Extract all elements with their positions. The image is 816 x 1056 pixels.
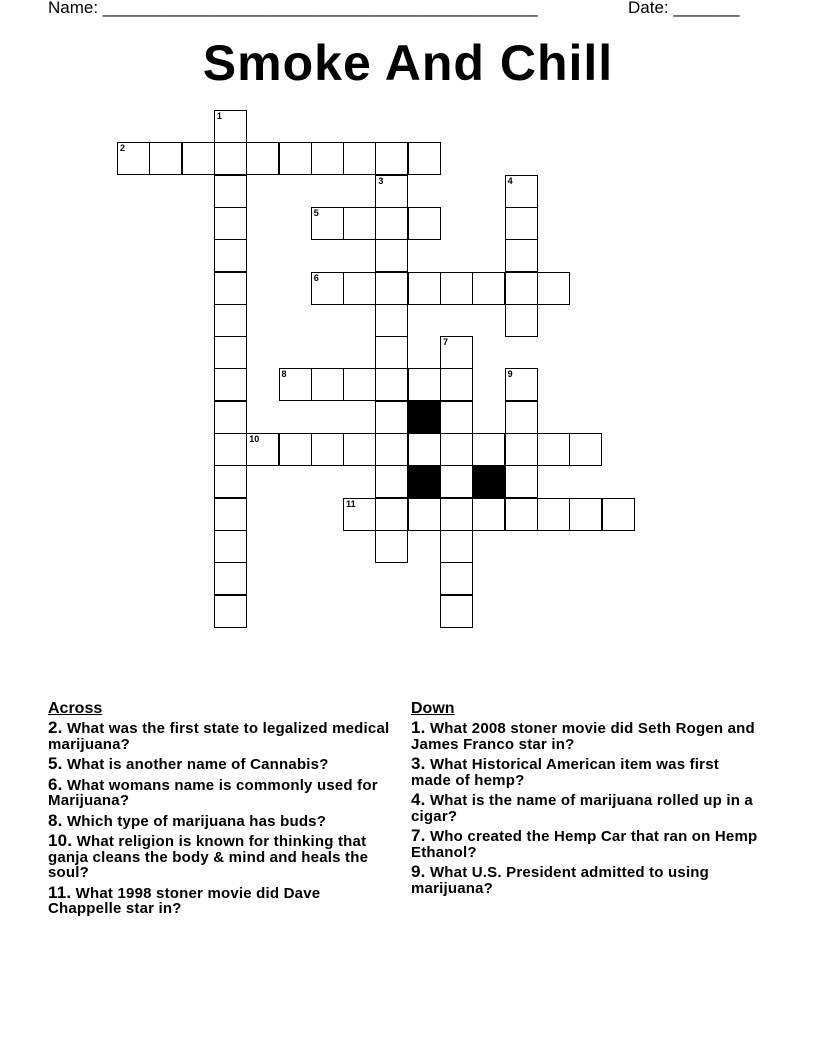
grid-cell[interactable] — [214, 239, 247, 272]
grid-cell[interactable] — [440, 368, 473, 401]
grid-cell[interactable] — [214, 304, 247, 337]
down-clue — [411, 756, 761, 788]
grid-cell[interactable] — [472, 498, 505, 531]
grid-cell[interactable] — [440, 498, 473, 531]
grid-cell[interactable] — [279, 368, 312, 401]
clue-number: 3. — [411, 754, 426, 773]
clue-number: 2. — [48, 718, 63, 737]
grid-cell[interactable] — [408, 272, 441, 305]
grid-cell[interactable] — [408, 142, 441, 175]
grid-cell[interactable] — [375, 304, 408, 337]
across-clue — [48, 774, 398, 809]
grid-cell[interactable] — [246, 142, 279, 175]
clue-number: 7. — [411, 826, 426, 845]
grid-cell[interactable] — [343, 368, 376, 401]
cell-number: 9 — [507, 369, 513, 380]
grid-cell[interactable] — [408, 498, 441, 531]
grid-cell[interactable] — [440, 465, 473, 498]
grid-cell[interactable] — [214, 530, 247, 563]
clue-number: 1. — [411, 718, 426, 737]
grid-block-cell — [408, 401, 441, 434]
grid-cell[interactable] — [375, 433, 408, 466]
grid-cell[interactable] — [440, 272, 473, 305]
grid-cell[interactable] — [375, 498, 408, 531]
grid-cell[interactable] — [440, 433, 473, 466]
grid-cell[interactable] — [279, 142, 312, 175]
grid-block-cell — [472, 465, 505, 498]
grid-cell[interactable] — [408, 368, 441, 401]
grid-cell[interactable] — [311, 433, 344, 466]
clue-number: 8. — [48, 810, 63, 830]
grid-cell[interactable] — [214, 401, 247, 434]
date-field-label[interactable]: Date: _______ — [628, 0, 740, 17]
grid-cell[interactable] — [569, 498, 602, 531]
down-clue — [411, 792, 761, 824]
grid-cell[interactable] — [311, 272, 344, 305]
cell-number: 10 — [249, 434, 260, 444]
cell-number: 6 — [313, 272, 319, 283]
clue-number: 4. — [411, 790, 426, 809]
cell-number: 2 — [120, 143, 126, 154]
clue-text: What womans name is commonly used for Marijuana? — [48, 776, 378, 809]
across-clue — [48, 720, 398, 752]
down-clue — [411, 864, 761, 896]
grid-cell[interactable] — [214, 272, 247, 305]
grid-cell[interactable] — [505, 239, 538, 272]
cell-number: 8 — [281, 369, 287, 380]
grid-cell[interactable] — [214, 110, 247, 143]
across-clue — [48, 756, 398, 773]
grid-cell[interactable] — [375, 401, 408, 434]
grid-cell[interactable] — [505, 401, 538, 434]
grid-cell[interactable] — [343, 498, 376, 531]
grid-cell[interactable] — [214, 175, 247, 208]
cell-number: 1 — [216, 111, 222, 121]
grid-cell[interactable] — [375, 207, 408, 240]
grid-cell[interactable] — [537, 433, 570, 466]
down-heading: Down — [411, 700, 455, 717]
clue-number: 6. — [48, 774, 63, 794]
grid-cell[interactable] — [311, 207, 344, 240]
grid-cell[interactable] — [279, 433, 312, 466]
across-clues — [48, 700, 398, 921]
grid-cell[interactable] — [375, 142, 408, 175]
grid-cell[interactable] — [440, 595, 473, 628]
grid-cell[interactable] — [569, 433, 602, 466]
grid-cell[interactable] — [505, 433, 538, 466]
down-clue — [411, 720, 761, 752]
grid-cell[interactable] — [214, 142, 247, 175]
grid-cell[interactable] — [117, 142, 150, 175]
clue-text: What is the name of marijuana rolled up in a cigar? — [411, 792, 753, 825]
clue-text: Who created the Hemp Car that ran on Hemp Ethanol? — [411, 828, 758, 861]
grid-cell[interactable] — [440, 562, 473, 595]
across-clue — [48, 810, 398, 830]
across-heading: Across — [48, 700, 103, 717]
grid-cell[interactable] — [505, 207, 538, 240]
grid-cell[interactable] — [214, 336, 247, 369]
clue-text: What religion is known for thinking that ganja cleans the body & mind and heals the soul? — [48, 833, 369, 881]
grid-cell[interactable] — [375, 272, 408, 305]
grid-cell[interactable] — [440, 336, 473, 369]
grid-cell[interactable] — [408, 207, 441, 240]
grid-cell[interactable] — [472, 272, 505, 305]
grid-cell[interactable] — [375, 175, 408, 208]
grid-cell[interactable] — [537, 498, 570, 531]
grid-cell[interactable] — [505, 304, 538, 337]
grid-cell[interactable] — [440, 530, 473, 563]
grid-cell[interactable] — [505, 272, 538, 305]
clue-text: What was the first state to legalized medical marijuana? — [48, 720, 390, 753]
cell-number: 4 — [507, 175, 513, 186]
grid-cell[interactable] — [375, 465, 408, 498]
clue-text: What 2008 stoner movie did Seth Rogen and James Franco star in? — [411, 720, 755, 753]
grid-cell[interactable] — [214, 562, 247, 595]
clue-text: Which type of marijuana has buds? — [66, 812, 327, 830]
clue-text: What Historical American item was first made of hemp? — [411, 756, 719, 789]
grid-cell[interactable] — [472, 433, 505, 466]
clue-text: What 1998 stoner movie did Dave Chappelle star in? — [48, 884, 321, 917]
puzzle-title: Smoke And Chill — [202, 35, 614, 91]
clue-text: What U.S. President admitted to using marijuana? — [411, 864, 710, 897]
name-field-label[interactable]: Name: ______________________________________________ — [48, 0, 538, 17]
clue-number: 10. — [48, 831, 73, 850]
grid-cell[interactable] — [505, 175, 538, 208]
across-clue — [48, 833, 398, 881]
grid-cell[interactable] — [343, 142, 376, 175]
cell-number: 5 — [313, 207, 319, 218]
grid-block-cell — [408, 465, 441, 498]
grid-cell[interactable] — [408, 433, 441, 466]
clue-number: 11. — [48, 882, 72, 902]
cell-number: 11 — [346, 498, 356, 509]
cell-number: 7 — [443, 337, 449, 348]
grid-cell[interactable] — [440, 401, 473, 434]
down-clues — [411, 700, 761, 900]
grid-cell[interactable] — [311, 368, 344, 401]
grid-cell[interactable] — [343, 207, 376, 240]
grid-cell[interactable] — [214, 498, 247, 531]
grid-cell[interactable] — [149, 142, 182, 175]
grid-cell[interactable] — [214, 207, 247, 240]
grid-cell[interactable] — [505, 465, 538, 498]
grid-cell[interactable] — [214, 465, 247, 498]
grid-cell[interactable] — [182, 142, 215, 175]
grid-cell[interactable] — [343, 433, 376, 466]
clue-text: What is another name of Cannabis? — [66, 756, 329, 773]
grid-cell[interactable] — [602, 498, 635, 531]
grid-cell[interactable] — [505, 368, 538, 401]
grid-cell[interactable] — [214, 433, 247, 466]
grid-cell[interactable] — [505, 498, 538, 531]
grid-cell[interactable] — [375, 530, 408, 563]
grid-cell[interactable] — [343, 272, 376, 305]
grid-cell[interactable] — [214, 595, 247, 628]
grid-cell[interactable] — [214, 368, 247, 401]
grid-cell[interactable] — [537, 272, 570, 305]
clue-number: 5. — [48, 754, 63, 773]
grid-cell[interactable] — [375, 368, 408, 401]
grid-cell[interactable] — [311, 142, 344, 175]
down-clue — [411, 828, 761, 860]
clue-number: 9. — [411, 862, 426, 881]
cell-number: 3 — [378, 175, 384, 186]
across-clue — [48, 882, 398, 917]
grid-cell[interactable] — [375, 336, 408, 369]
grid-cell[interactable] — [375, 239, 408, 272]
grid-cell[interactable] — [246, 433, 279, 466]
